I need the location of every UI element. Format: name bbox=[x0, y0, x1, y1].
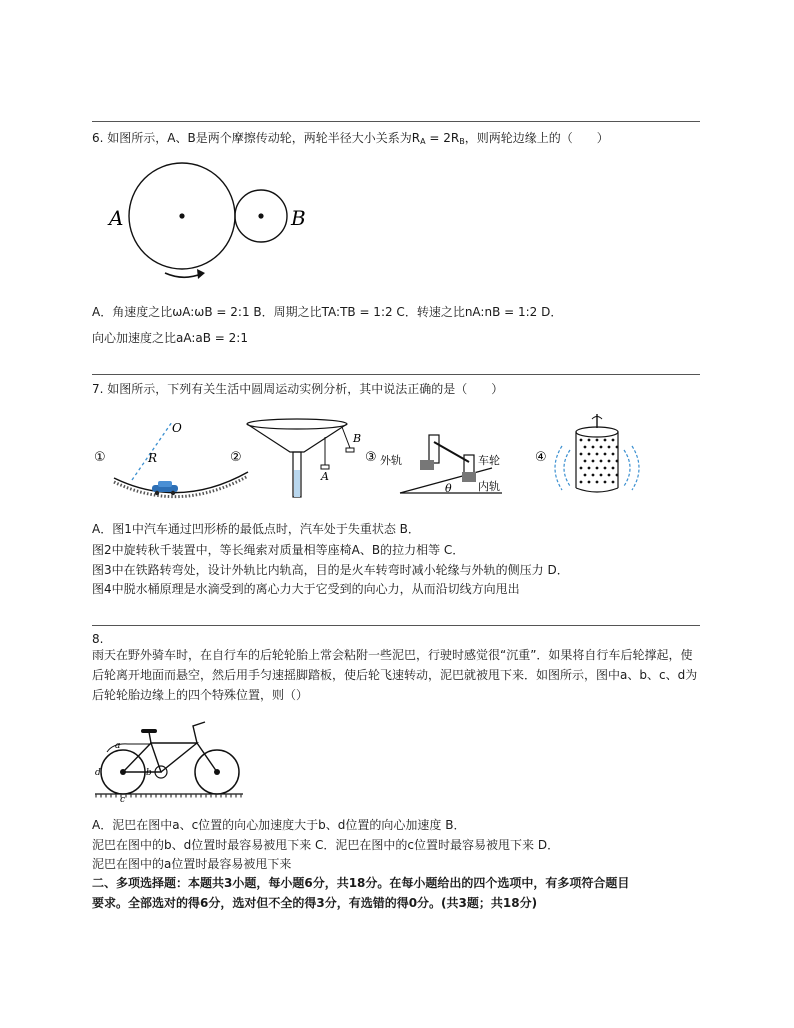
question-7-option-line1: A．图1中汽车通过凹形桥的最低点时，汽车处于失重状态 B． bbox=[92, 522, 420, 536]
fig3-number: ③ bbox=[365, 450, 377, 465]
question-6-option-d: 向心加速度之比aA:aB = 2:1 bbox=[92, 331, 248, 345]
question-8-option-line2: 泥巴在图中的b、d位置时最容易被甩下来 C．泥巴在图中的c位置时最容易被甩下来 D． bbox=[92, 838, 560, 852]
question-6-stem-text: 6. 如图所示，A、B是两个摩擦传动轮，两轮半径大小关系为 bbox=[92, 131, 412, 145]
question-7-option-line3: 图3中在铁路转弯处，设计外轨比内轨高，目的是火车转弯时减小轮缘与外轨的侧压力 D． bbox=[92, 563, 569, 577]
spin-dryer-drum bbox=[576, 414, 618, 492]
drum-hole bbox=[588, 453, 591, 456]
drum-hole bbox=[612, 467, 615, 470]
drum-hole bbox=[584, 446, 587, 449]
wheel-label: 车轮 bbox=[478, 454, 500, 467]
bicycle-figure bbox=[93, 718, 243, 803]
drum-hole bbox=[616, 474, 619, 477]
drum-hole bbox=[604, 481, 607, 484]
drum-hole bbox=[588, 439, 591, 442]
divider bbox=[92, 374, 700, 375]
fig2-a-label: A bbox=[321, 470, 329, 483]
drum-hole bbox=[608, 474, 611, 477]
circular-motion-figures bbox=[92, 410, 632, 505]
drum-hole bbox=[580, 481, 583, 484]
divider bbox=[92, 121, 700, 122]
drum-hole bbox=[580, 467, 583, 470]
wheel-a-center bbox=[179, 213, 184, 218]
drum-hole bbox=[612, 481, 615, 484]
drum-hole bbox=[596, 453, 599, 456]
drum-hole bbox=[592, 460, 595, 463]
question-8-option-line3: 泥巴在图中的a位置时最容易被甩下来 bbox=[92, 857, 292, 871]
drum-hole bbox=[596, 481, 599, 484]
drum-hole bbox=[604, 453, 607, 456]
drum-hole bbox=[600, 446, 603, 449]
outer-rail-label: 外轨 bbox=[380, 454, 402, 467]
wheel-b-center bbox=[258, 213, 263, 218]
position-a-label: a bbox=[115, 741, 121, 751]
question-7-stem: 7. 如图所示，下列有关生活中圆周运动实例分析，其中说法正确的是（ ） bbox=[92, 382, 504, 396]
section-2-heading-line2: 要求。全部选对的得6分，选对但不全的得3分，有选错的得0分。(共3题；共18分) bbox=[92, 896, 538, 910]
question-8-number: 8. bbox=[92, 632, 104, 646]
drum-hole bbox=[584, 460, 587, 463]
swing-top bbox=[247, 419, 347, 429]
theta-label: θ bbox=[445, 482, 452, 495]
drum-hole bbox=[612, 439, 615, 442]
drum-hole bbox=[580, 453, 583, 456]
drum-hole bbox=[588, 481, 591, 484]
question-8-stem: 雨天在野外骑车时，在自行车的后轮轮胎上常会粘附一些泥巴，行驶时感觉很“沉重”．如果将自行车后轮撑起，使后轮离开地面而悬空，然后用手匀速摇脚踏板，使后轮飞速转动，泥巴就被甩下来．如图所示，图中a、b、c、d为后轮轮胎边缘上的四个特殊位置，则（） bbox=[92, 648, 698, 702]
wheel-b-label: B bbox=[291, 206, 306, 230]
drum-hole bbox=[596, 467, 599, 470]
drum-hole bbox=[608, 460, 611, 463]
drum-hole bbox=[592, 446, 595, 449]
friction-wheels-figure bbox=[105, 160, 325, 295]
drum-hole bbox=[588, 467, 591, 470]
question-7-option-line4: 图4中脱水桶原理是水滴受到的离心力大于它受到的向心力，从而沿切线方向甩出 bbox=[92, 582, 520, 596]
section-2-heading-line1: 二、多项选择题：本题共3小题，每小题6分，共18分。在每小题给出的四个选项中，有多项符合题目 bbox=[92, 876, 630, 890]
fig2-b-label: B bbox=[353, 432, 362, 445]
wheel-a-label: A bbox=[109, 206, 124, 230]
drum-hole bbox=[612, 453, 615, 456]
question-6-stem-tail: ，则两轮边缘上的（ ） bbox=[464, 131, 609, 145]
inner-rail-label: 内轨 bbox=[478, 480, 500, 493]
fig1-r-label: R bbox=[148, 451, 158, 465]
radius-relation: $R_A = 2R_B$ bbox=[411, 131, 465, 146]
question-6-options-line1: A．角速度之比ωA:ωB = 2:1 B．周期之比TA:TB = 1:2 C．转速之比nA:nB = 1:2 D． bbox=[92, 305, 563, 319]
drum-hole bbox=[604, 467, 607, 470]
drum-hole bbox=[592, 474, 595, 477]
rotation-arrow-icon bbox=[165, 273, 201, 277]
drum-hole bbox=[600, 460, 603, 463]
drum-hole bbox=[608, 446, 611, 449]
question-8-option-line1: A．泥巴在图中a、c位置的向心加速度大于b、d位置的向心加速度 B． bbox=[92, 818, 466, 832]
car-icon bbox=[152, 481, 178, 495]
fig4-number: ④ bbox=[535, 450, 547, 465]
question-6-stem bbox=[92, 131, 609, 149]
fig2-number: ② bbox=[230, 450, 242, 465]
drum-hole bbox=[596, 439, 599, 442]
drum-hole bbox=[600, 474, 603, 477]
divider bbox=[92, 625, 700, 626]
drum-hole bbox=[616, 460, 619, 463]
drum-hole bbox=[580, 439, 583, 442]
fig1-number: ① bbox=[94, 450, 106, 465]
position-b-label: b bbox=[146, 768, 152, 778]
fig1-o-label: O bbox=[172, 421, 182, 435]
drum-hole bbox=[584, 474, 587, 477]
question-7-option-line2: 图2中旋转秋千装置中，等长绳索对质量相等座椅A、B的拉力相等 C． bbox=[92, 543, 465, 557]
drum-hole bbox=[616, 446, 619, 449]
drum-hole bbox=[604, 439, 607, 442]
position-d-label: d bbox=[95, 768, 101, 778]
position-c-label: c bbox=[120, 795, 126, 805]
